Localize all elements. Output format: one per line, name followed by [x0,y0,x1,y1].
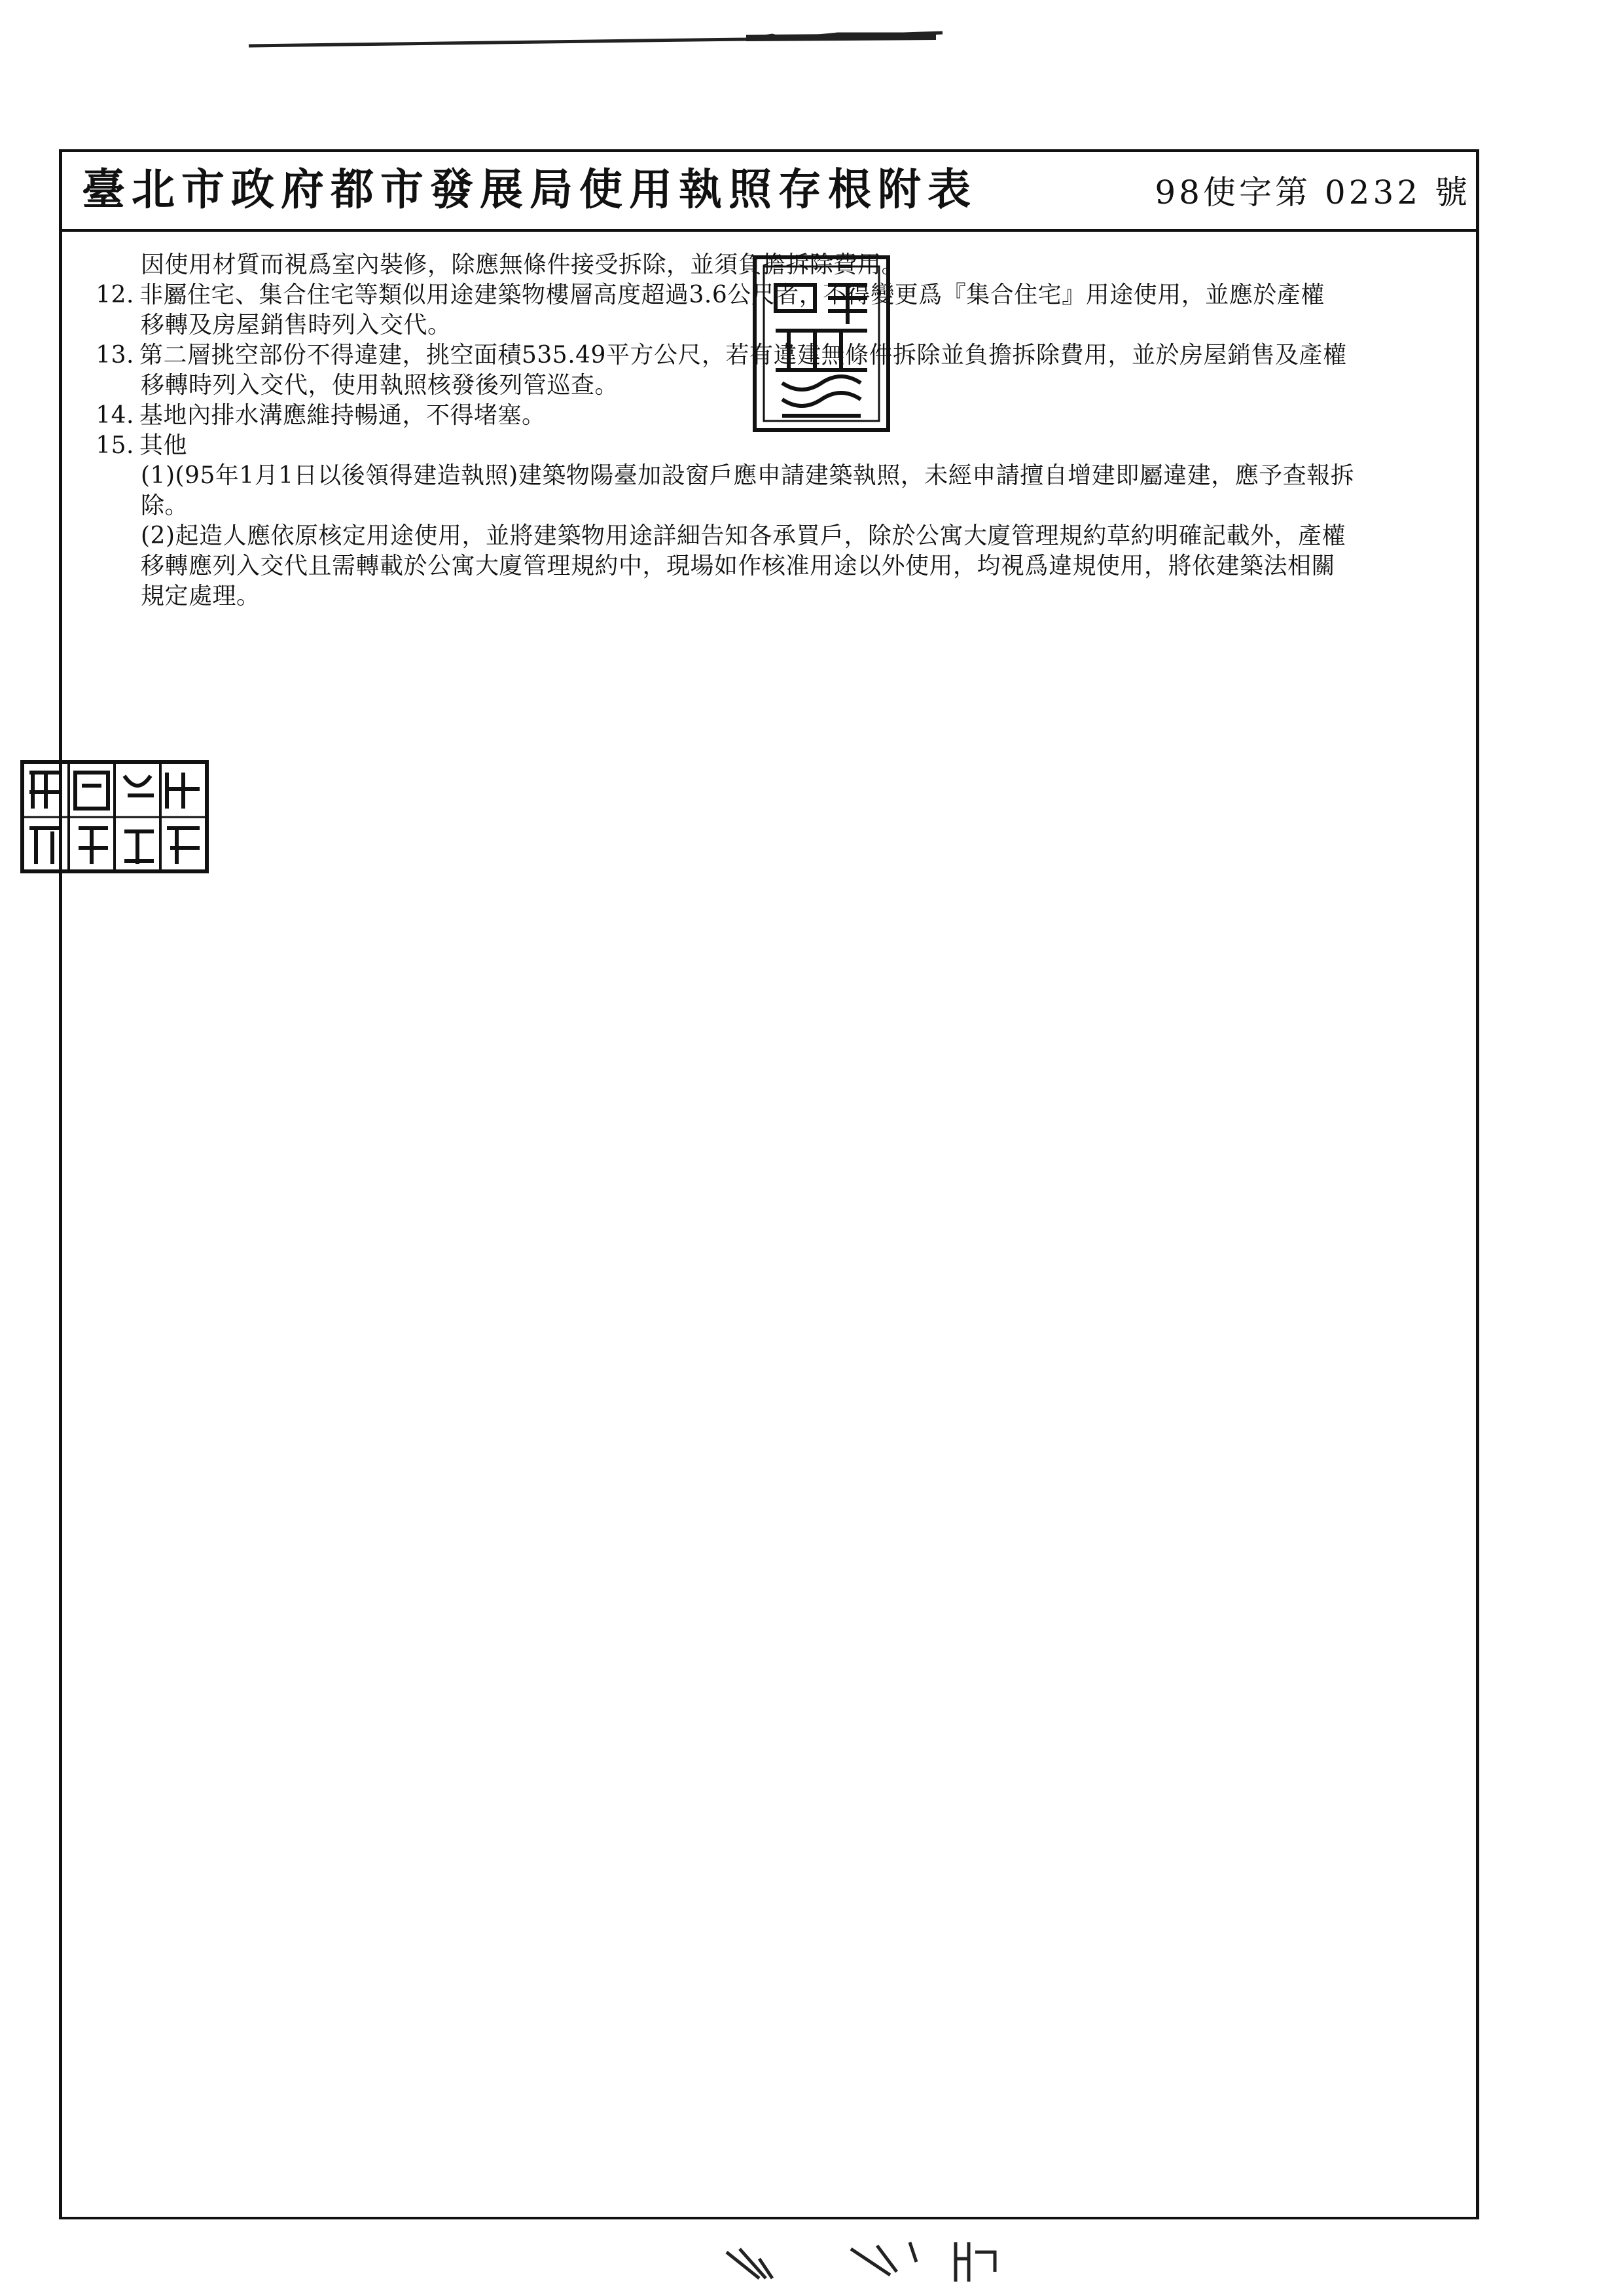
sub-condition-line: (1)(95年1月1日以後領得建造執照)建築物陽臺加設窗戶應申請建築執照，未經申請擅自增建即屬違建，應予查報拆 [141,462,1355,489]
condition-line: 移轉時列入交代，使用執照核發後列管巡查。 [141,372,619,399]
department-seal-stamp [20,759,209,874]
header-row [62,152,1476,232]
item-number: 12. [96,282,134,308]
bottom-partial-stamp [720,2239,1001,2285]
condition-line: 其他 [139,432,188,459]
official-seal-stamp [749,252,893,435]
condition-line: 基地內排水溝應維持暢通，不得堵塞。 [139,402,546,429]
sub-condition-line: 除。 [141,492,189,519]
sub-condition-line: (2)起造人應依原核定用途使用，並將建築物用途詳細告知各承買戶，除於公寓大廈管理規約草約明確記載外，產權 [141,522,1346,549]
item-number: 15. [96,432,134,459]
document-title: 臺北市政府都市發展局使用執照存根附表 [82,164,977,215]
scan-streak [249,26,943,52]
condition-line: 第二層挑空部份不得違建，挑空面積535.49平方公尺，若有違建無條件拆除並負擔拆除費用，並於房屋銷售及產權 [139,342,1347,369]
item-number: 13. [96,342,134,369]
sub-condition-line: 移轉應列入交代且需轉載於公寓大廈管理規約中，現場如作核准用途以外使用，均視爲違規使用，將依建築法相關 [141,553,1336,579]
condition-line: 非屬住宅、集合住宅等類似用途建築物樓層高度超過3.6公尺者，不得變更爲『集合住宅』用途使用，並應於產權 [139,282,1325,308]
sub-condition-line: 規定處理。 [141,583,261,610]
condition-line: 因使用材質而視爲室內裝修，除應無條件接受拆除，並須負擔拆除費用。 [141,251,906,278]
permit-number: 98使字第 0232 號 [1155,173,1471,211]
condition-line: 移轉及房屋銷售時列入交代。 [141,312,452,338]
item-number: 14. [96,402,134,429]
form-frame [59,149,1479,2219]
